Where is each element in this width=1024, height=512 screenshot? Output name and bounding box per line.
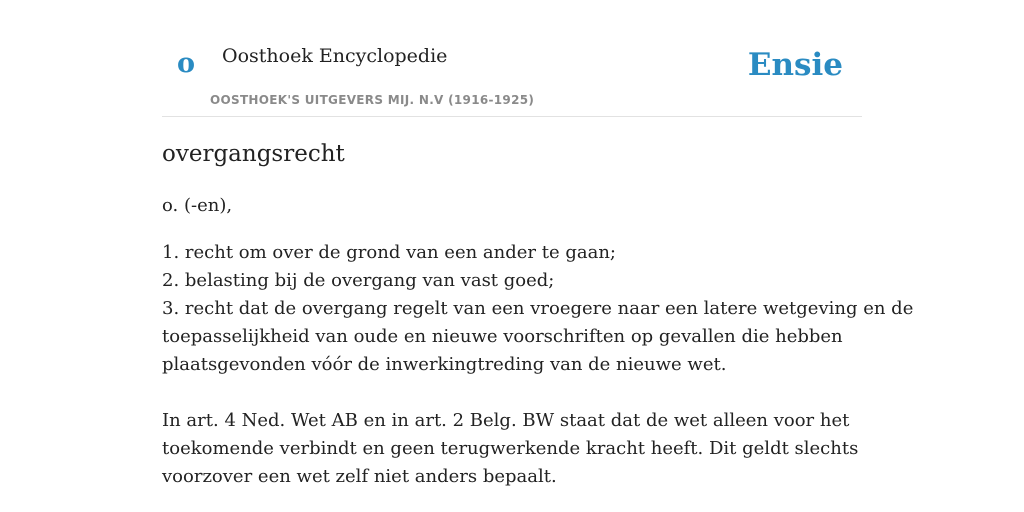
entry-content bbox=[162, 138, 914, 491]
definition-line: toepasselijkheid van oude en nieuwe voorschriften op gevallen die hebben bbox=[162, 326, 843, 347]
entry-title: overgangsrecht bbox=[162, 141, 345, 167]
note-line: In art. 4 Ned. Wet AB en in art. 2 Belg. BW staat dat de wet alleen voor het bbox=[162, 410, 850, 431]
definitions bbox=[162, 239, 914, 379]
definition-line: 2. belasting bij de overgang van vast goed; bbox=[162, 270, 555, 291]
brand-logo[interactable]: Ensie bbox=[747, 47, 843, 83]
source-title[interactable]: Oosthoek Encyclopedie bbox=[222, 45, 448, 67]
note-line: voorzover een wet zelf niet anders bepaalt. bbox=[162, 466, 557, 487]
source-logo[interactable]: o bbox=[177, 48, 196, 79]
source-header bbox=[162, 0, 862, 117]
note-line: toekomende verbindt en geen terugwerkende kracht heeft. Dit geldt slechts bbox=[162, 438, 859, 459]
publisher-label: OOSTHOEK'S UITGEVERS MIJ. N.V (1916-1925) bbox=[210, 93, 535, 107]
entry-note bbox=[162, 407, 862, 491]
grammar-info: o. (-en), bbox=[162, 195, 233, 216]
definition-line: 3. recht dat de overgang regelt van een vroegere naar een latere wetgeving en de bbox=[162, 298, 914, 319]
definition-line: 1. recht om over de grond van een ander te gaan; bbox=[162, 242, 616, 263]
definition-line: plaatsgevonden vóór de inwerkingtreding van de nieuwe wet. bbox=[162, 354, 727, 375]
